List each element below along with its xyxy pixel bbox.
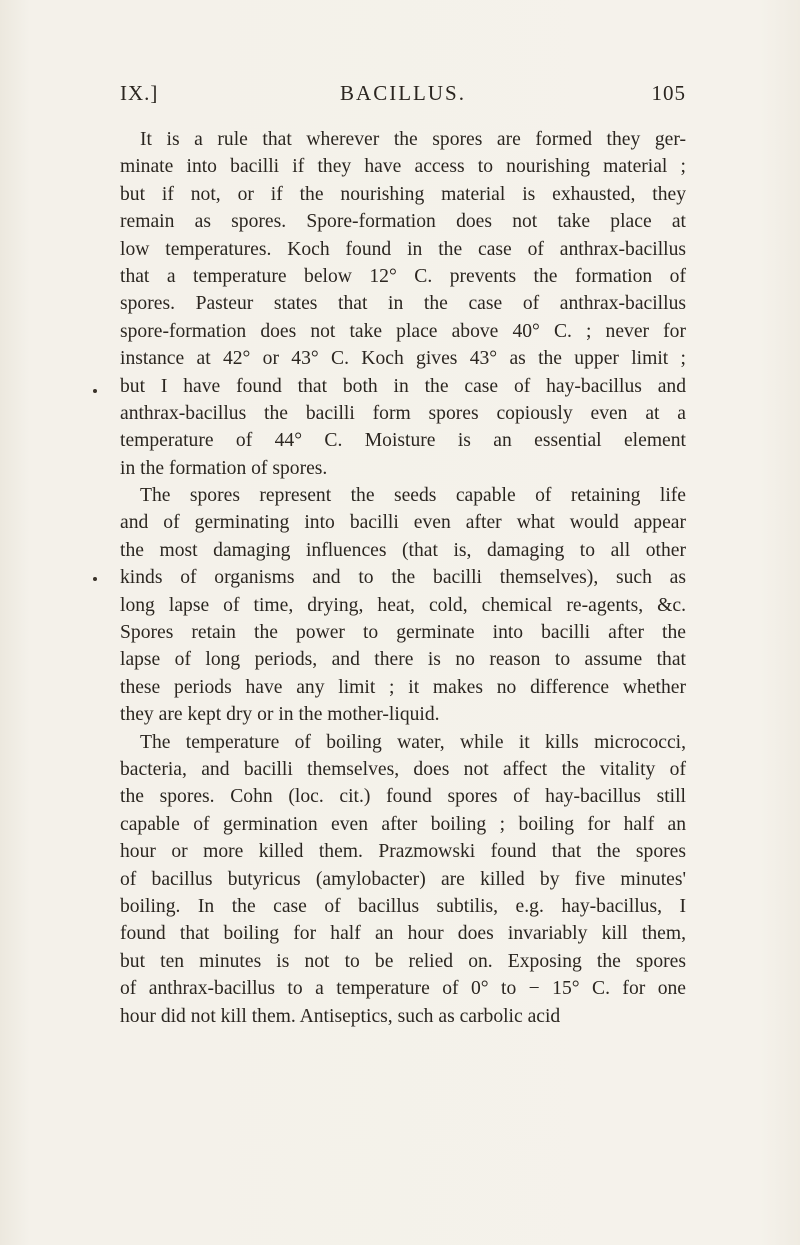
- text-line: in the formation of spores.: [120, 457, 328, 479]
- text-line: and of germinating into bacilli even after what would appear: [120, 512, 686, 534]
- text-line: The spores represent the seeds capable of retaining life: [140, 485, 686, 507]
- text-line: kinds of organisms and to the bacilli themselves), such as: [120, 567, 686, 589]
- text-line: of anthrax-bacillus to a temperature of 0° to − 15° C. for one: [120, 978, 686, 1000]
- text-line: but if not, or if the nourishing material is exhausted, they: [120, 183, 686, 205]
- text-line: hour did not kill them. Antiseptics, such as carbolic acid: [120, 1005, 561, 1027]
- text-line: spore-formation does not take place above 40° C. ; never for: [120, 320, 686, 342]
- page-title: BACILLUS.: [340, 81, 466, 105]
- text-line: found that boiling for half an hour does invariably kill them,: [120, 923, 686, 945]
- margin-mark: [93, 577, 97, 581]
- running-head: [120, 78, 686, 108]
- text-line: boiling. In the case of bacillus subtilis, e.g. hay-bacillus, I: [120, 895, 686, 917]
- text-line: low temperatures. Koch found in the case of anthrax-bacillus: [120, 238, 686, 260]
- text-line: lapse of long periods, and there is no reason to assume that: [120, 649, 686, 671]
- text-line: minate into bacilli if they have access to nourishing material ;: [120, 156, 686, 178]
- text-line: It is a rule that wherever the spores are formed they ger-: [140, 129, 686, 150]
- text-line: hour or more killed them. Prazmowski found that the spores: [120, 841, 686, 863]
- text-line: capable of germination even after boiling ; boiling for half an: [120, 813, 686, 835]
- text-line: bacteria, and bacilli themselves, does not affect the vitality of: [120, 758, 686, 780]
- page-number: 105: [651, 81, 686, 105]
- text-line: remain as spores. Spore-formation does not take place at: [120, 211, 686, 233]
- text-line: The temperature of boiling water, while it kills micrococci,: [140, 731, 686, 753]
- text-line: but ten minutes is not to be relied on. Exposing the spores: [120, 950, 686, 972]
- text-line: the most damaging influences (that is, damaging to all other: [120, 539, 686, 561]
- text-line: Spores retain the power to germinate into bacilli after the: [120, 622, 686, 644]
- margin-mark: [93, 389, 97, 393]
- text-line: but I have found that both in the case of hay-bacillus and: [120, 375, 686, 397]
- text-line: of bacillus butyricus (amylobacter) are killed by five minutes': [120, 868, 686, 890]
- text-line: these periods have any limit ; it makes no difference whether: [120, 676, 686, 698]
- text-line: spores. Pasteur states that in the case of anthrax-bacillus: [120, 293, 686, 315]
- text-line: temperature of 44° C. Moisture is an essential element: [120, 430, 686, 452]
- text-line: anthrax-bacillus the bacilli form spores copiously even at a: [120, 402, 686, 424]
- text-line: long lapse of time, drying, heat, cold, chemical re-agents, &c.: [120, 594, 686, 616]
- text-line: instance at 42° or 43° C. Koch gives 43° as the upper limit ;: [120, 348, 686, 370]
- text-line: they are kept dry or in the mother-liquid.: [120, 704, 440, 726]
- body-text: [120, 126, 686, 1030]
- text-line: the spores. Cohn (loc. cit.) found spores of hay-bacillus still: [120, 786, 686, 808]
- text-line: that a temperature below 12° C. prevents the formation of: [120, 265, 686, 287]
- chapter-number: IX.]: [120, 81, 159, 105]
